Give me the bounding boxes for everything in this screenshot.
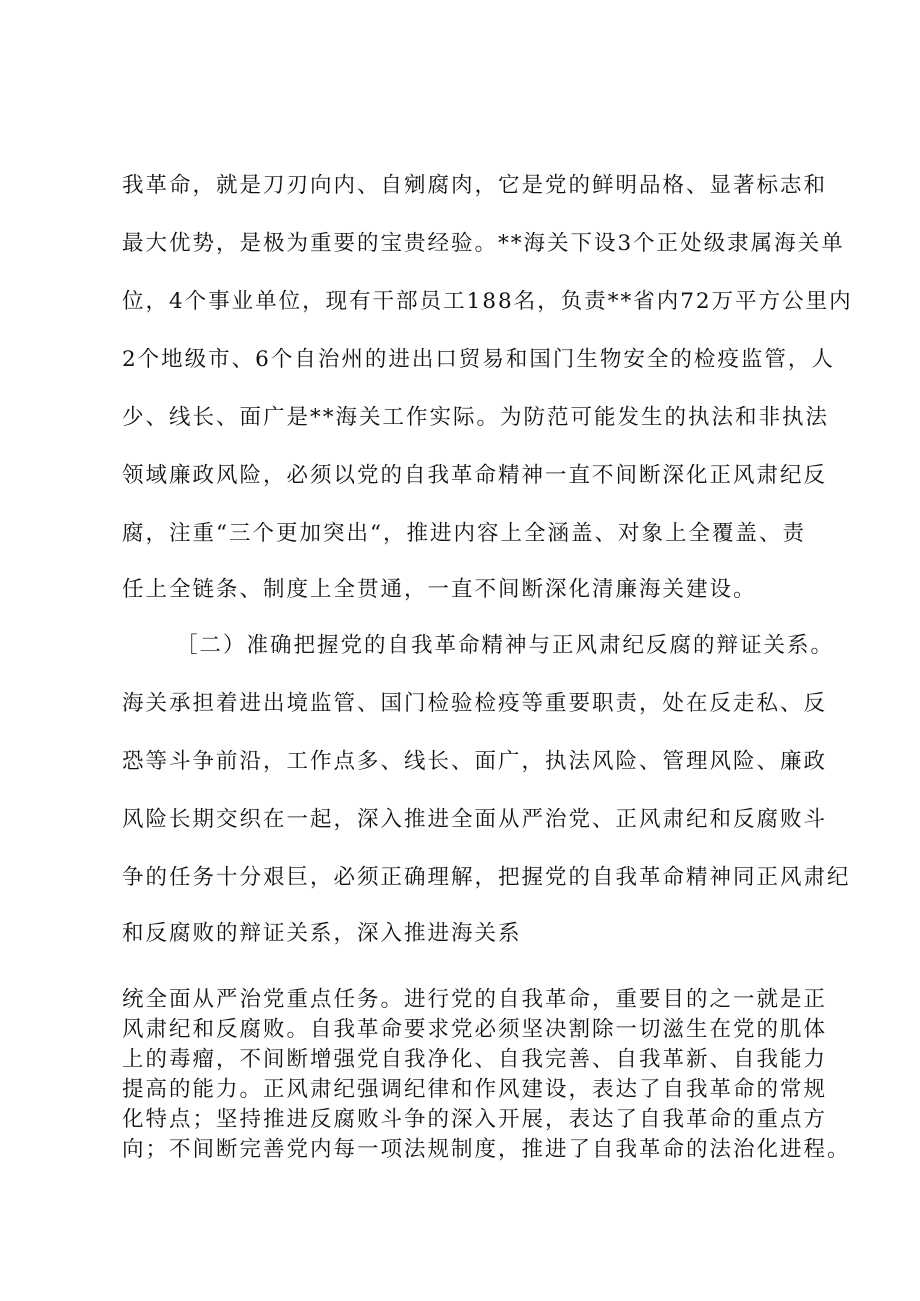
paragraph-line: 少、线长、面广是**海关工作实际。为防范可能发生的执法和非执法: [122, 405, 830, 430]
paragraph-line: 腐，注重“三个更加突出“，推进内容上全涵盖、对象上全覆盖、责: [122, 521, 806, 546]
paragraph-line: 任上全链条、制度上全贯通，一直不间断深化清廉海关建设。: [122, 577, 757, 602]
paragraph-line: 向；不间断完善党内每一项法规制度，推进了自我革命的法治化进程。: [122, 1137, 851, 1162]
paragraph-line: 风险长期交织在一起，深入推进全面从严治党、正风肃纪和反腐败斗: [122, 807, 828, 832]
paragraph-line: 最大优势，是极为重要的宝贵经验。**海关下设3个正处级隶属海关单: [122, 231, 845, 256]
paragraph-line: 提高的能力。正风肃纪强调纪律和作风建设，表达了自我革命的常规: [122, 1077, 828, 1102]
paragraph-line: 统全面从严治党重点任务。进行党的自我革命，重要目的之一就是正: [122, 987, 828, 1012]
paragraph-line: 争的任务十分艰巨，必须正确理解，把握党的自我革命精神同正风肃纪: [122, 865, 851, 890]
paragraph-line: 上的毒瘤，不间断增强党自我净化、自我完善、自我革新、自我能力: [122, 1047, 828, 1072]
paragraph-line: 领域廉政风险，必须以党的自我革命精神一直不间断深化正风肃纪反: [122, 463, 828, 488]
paragraph-line: 恐等斗争前沿，工作点多、线长、面广，执法风险、管理风险、廉政: [122, 749, 828, 774]
paragraph-line: 我革命，就是刀刃向内、自剜腐肉，它是党的鲜明品格、显著标志和: [122, 173, 828, 198]
paragraph-line: 和反腐败的辩证关系，深入推进海关系: [122, 921, 522, 946]
paragraph-line: 位，4个事业单位，现有干部员工188名，负责**省内72万平方公里内: [122, 289, 853, 314]
paragraph-line: 海关承担着进出境监管、国门检验检疫等重要职责，处在反走私、反: [122, 691, 828, 716]
paragraph-line: 化特点；坚持推进反腐败斗争的深入开展，表达了自我革命的重点方: [122, 1107, 828, 1132]
paragraph-line: 风肃纪和反腐败。自我革命要求党必须坚决割除一切滋生在党的肌体: [122, 1017, 828, 1042]
paragraph-line: 2个地级市、6个自治州的进出口贸易和国门生物安全的检疫监管，人: [122, 347, 835, 372]
section-heading-line: ［二）准确把握党的自我革命精神与正风肃纪反腐的辩证关系。: [176, 633, 835, 658]
